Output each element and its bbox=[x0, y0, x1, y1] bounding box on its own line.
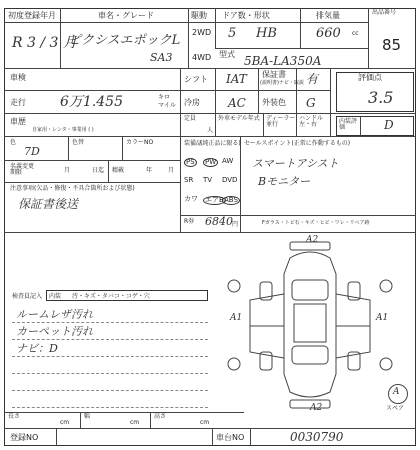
inspector-rule bbox=[12, 390, 208, 391]
score-label: 評価点 bbox=[358, 73, 382, 82]
color-code-label: 色 bbox=[10, 139, 17, 146]
capacity-unit: 人 bbox=[207, 127, 214, 134]
month2-label: 月 bbox=[168, 167, 175, 174]
mileage-label: 車検 bbox=[10, 73, 26, 82]
handle-label: ハンドル左・右 bbox=[299, 115, 324, 128]
equipment-item: PS bbox=[186, 158, 195, 166]
equipment-item: TV bbox=[203, 176, 213, 184]
unit-mile: マイル bbox=[158, 102, 176, 109]
grade-value: SA3 bbox=[150, 51, 173, 64]
aircon-value: AC bbox=[228, 96, 246, 110]
reg-no-label: 登録NO bbox=[10, 433, 39, 442]
r-unit: 円 bbox=[232, 221, 239, 228]
glass-options: Fガラス・トビ石・キズ・ヒビ・ワレ・リペア跡 bbox=[262, 220, 370, 226]
unit-km: キロ bbox=[158, 94, 171, 101]
interior-value: D bbox=[384, 118, 394, 132]
warranty-sub: (説明書)ナビ・取説 bbox=[260, 80, 304, 86]
width-unit: cm bbox=[130, 419, 140, 426]
history-label: 車歴 bbox=[10, 117, 26, 126]
equipment-item: SR bbox=[184, 176, 194, 184]
lot-label: 出品番号 bbox=[372, 9, 397, 16]
interior-label: 内装評価 bbox=[339, 118, 358, 131]
equipment-item: ABS bbox=[224, 196, 238, 204]
inspector-rule bbox=[12, 356, 208, 357]
inspector-note: ナビ：D bbox=[16, 342, 58, 355]
equipment-title: 装備品 bbox=[184, 140, 203, 147]
change-label: 外車モデル年式 bbox=[218, 115, 260, 122]
equipment-item: カワ bbox=[184, 195, 198, 203]
lot-number: 85 bbox=[382, 36, 402, 54]
drive-label: 駆動 bbox=[191, 11, 207, 20]
notes-text: 保証書後送 bbox=[18, 197, 79, 211]
r-value: 6840 bbox=[205, 215, 233, 228]
height-label: 高さ bbox=[154, 413, 167, 420]
warranty-label: 保証書 bbox=[262, 70, 286, 79]
capacity-label: 定員 bbox=[184, 115, 197, 122]
distance-value: 6万1.455 bbox=[60, 94, 123, 110]
chassis-no-label: 車台NO bbox=[216, 433, 245, 442]
score-value: 3.5 bbox=[368, 88, 394, 107]
inspector-options: 汚・キズ・タバコ・コゲ・穴 bbox=[72, 293, 150, 300]
equipment-subtitle: (純正品に限る) bbox=[200, 140, 241, 147]
accuracy-label: 精載 bbox=[112, 167, 125, 174]
sales-point-1: スマートアシスト bbox=[252, 157, 339, 170]
inspector-note: ルームレザ汚れ bbox=[16, 308, 93, 321]
shift-label: シフト bbox=[184, 75, 208, 84]
door-label: ドア数・形状 bbox=[222, 11, 270, 20]
spare-value: A bbox=[393, 387, 400, 397]
inspector-title: 検査員記入 bbox=[12, 293, 43, 300]
height-unit: cm bbox=[200, 419, 210, 426]
shape-value: HB bbox=[256, 26, 277, 41]
damage-a2-top: A2 bbox=[306, 235, 319, 245]
inspector-note: カーペット汚れ bbox=[16, 325, 93, 338]
damage-a2-bottom: A2 bbox=[310, 403, 323, 413]
distance-label: 走行 bbox=[10, 98, 26, 107]
shift-value: IAT bbox=[226, 72, 247, 86]
doors-value: 5 bbox=[228, 26, 237, 41]
r-label: R券 bbox=[184, 218, 195, 225]
coating-label: 色替 bbox=[72, 139, 85, 146]
sales-title: セールスポイント(正常に作動するもの) bbox=[244, 140, 351, 147]
displacement-value: 660 bbox=[316, 26, 341, 41]
length-label: 長さ bbox=[8, 413, 21, 420]
inspector-interior-label: 内装 bbox=[49, 293, 62, 300]
model-label: 型式 bbox=[219, 50, 235, 59]
damage-a1-right: A1 bbox=[376, 313, 389, 323]
history-sub: 自家用・レンタ・事業用 ( ) bbox=[32, 127, 94, 133]
equipment-item: AW bbox=[222, 157, 234, 165]
warranty-value: 有 bbox=[306, 72, 319, 86]
first-reg-value: R 3 / 3 月 bbox=[12, 35, 77, 51]
color-value: G bbox=[306, 96, 316, 110]
colorno-label: カラーNO bbox=[126, 139, 154, 146]
damage-a1-left: A1 bbox=[230, 313, 243, 323]
cc-unit: cc bbox=[352, 30, 359, 37]
day-label: 日迄 bbox=[92, 167, 105, 174]
dealer-label: ディーラー並行 bbox=[266, 115, 296, 128]
equipment-item: PW bbox=[205, 158, 217, 166]
color-code-value: 7D bbox=[24, 145, 40, 158]
width-label: 幅 bbox=[84, 413, 91, 420]
model-value: 5BA-LA350A bbox=[244, 54, 322, 68]
inspector-rule bbox=[12, 407, 208, 408]
notes-title: 注意事項(欠品・修復・不具合箇所および状態) bbox=[10, 185, 135, 192]
displacement-label: 排気量 bbox=[316, 11, 340, 20]
equipment-item: DVD bbox=[222, 176, 238, 184]
inspector-rule bbox=[12, 322, 208, 323]
spare-label: スペア bbox=[386, 405, 405, 412]
name-grade-label: 車名・グレード bbox=[98, 11, 154, 20]
color-label: 外装色 bbox=[262, 98, 286, 107]
sales-point-2: Bモニター bbox=[258, 175, 311, 188]
drive-2wd: 2WD bbox=[192, 28, 212, 37]
equipment-item: エアB bbox=[205, 196, 224, 204]
month-label: 月 bbox=[64, 167, 71, 174]
length-unit: cm bbox=[60, 419, 70, 426]
first-reg-label: 初度登録年月 bbox=[8, 11, 56, 20]
inspector-rule bbox=[12, 373, 208, 374]
car-name-value: ピクシスエポックL bbox=[68, 33, 181, 48]
renamed-label: 名義変更期限 bbox=[10, 163, 35, 176]
year-label: 年 bbox=[146, 167, 153, 174]
inspector-rule bbox=[12, 339, 208, 340]
car-damage-diagram bbox=[220, 234, 400, 414]
aircon-label: 冷房 bbox=[184, 98, 200, 107]
drive-4wd: 4WD bbox=[192, 53, 212, 62]
chassis-no-value: 0030790 bbox=[290, 430, 344, 444]
